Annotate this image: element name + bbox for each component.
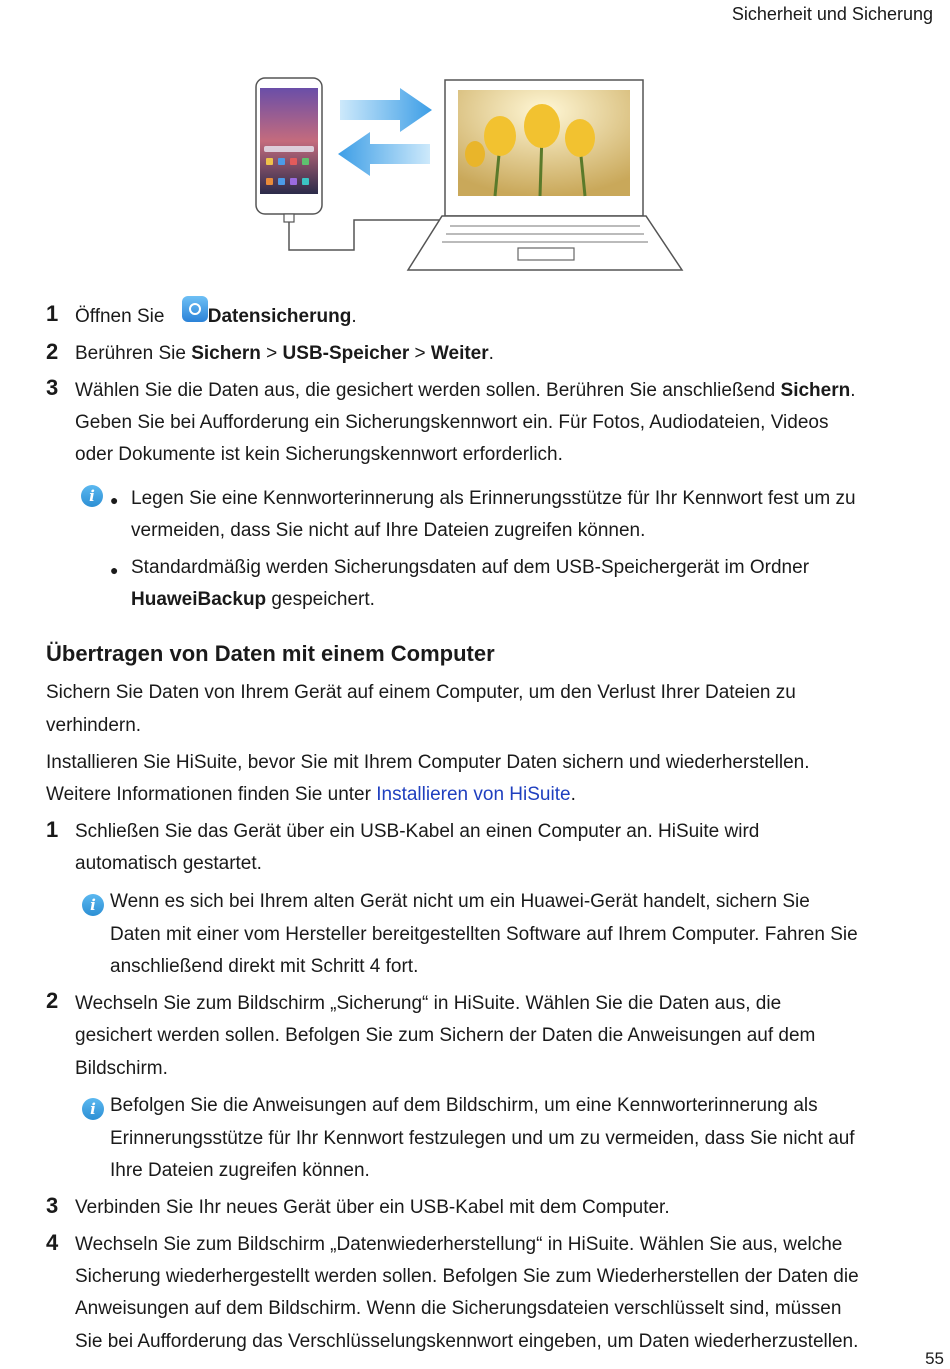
paragraph-text-part: Weitere Informationen finden Sie unter bbox=[46, 784, 377, 805]
step-text-part: . bbox=[488, 343, 494, 364]
bullet-dot: ● bbox=[110, 562, 119, 578]
phone-to-laptop-illustration bbox=[250, 74, 690, 274]
page-number: 55 bbox=[925, 1349, 944, 1368]
info-icon: i bbox=[82, 1098, 104, 1120]
step-bold-term: Datensicherung bbox=[207, 306, 352, 327]
info-icon: i bbox=[81, 485, 103, 507]
step-number: 4 bbox=[46, 1230, 59, 1255]
note-text: Standardmäßig werden Sicherungsdaten auf dem USB-Speichergerät im Ordner bbox=[131, 557, 810, 578]
note-text-part: gespeichert. bbox=[266, 589, 375, 610]
note-bold-term: HuaweiBackup bbox=[131, 589, 267, 610]
step-text-part: Wählen Sie die Daten aus, die gesichert werden sollen. Berühren Sie anschließend bbox=[75, 380, 781, 401]
step-text: gesichert werden sollen. Befolgen Sie zum Sichern der Daten die Anweisungen auf dem bbox=[75, 1025, 816, 1046]
step-text-part: > bbox=[409, 343, 431, 364]
note-text: Befolgen Sie die Anweisungen auf dem Bildschirm, um eine Kennworterinnerung als bbox=[110, 1095, 818, 1116]
page-header: Sicherheit und Sicherung bbox=[731, 4, 933, 24]
step-bold-term: Weiter bbox=[430, 343, 489, 364]
step-text: Sicherung wiederhergestellt werden sollen. Befolgen Sie zum Wiederherstellen der Daten die bbox=[75, 1266, 859, 1287]
step-number: 2 bbox=[46, 988, 59, 1013]
step-text: Wechseln Sie zum Bildschirm „Sicherung“ in HiSuite. Wählen Sie die Daten aus, die bbox=[75, 993, 782, 1014]
note-text: Daten mit einer vom Hersteller bereitgestellten Software auf Ihrem Computer. Fahren Sie bbox=[110, 924, 858, 945]
bullet-dot: ● bbox=[110, 492, 119, 508]
section-title: Übertragen von Daten mit einem Computer bbox=[46, 641, 495, 666]
step-bold-term: USB-Speicher bbox=[282, 343, 410, 364]
step-text bbox=[75, 306, 357, 328]
paragraph-text: Sichern Sie Daten von Ihrem Gerät auf einem Computer, um den Verlust Ihrer Dateien zu bbox=[46, 682, 796, 703]
step-text: automatisch gestartet. bbox=[75, 853, 262, 874]
datensicherung-app-icon bbox=[182, 296, 208, 322]
step-text: Bildschirm. bbox=[75, 1058, 168, 1079]
paragraph-text: verhindern. bbox=[46, 715, 142, 736]
note-text: vermeiden, dass Sie nicht auf Ihre Dateien zugreifen können. bbox=[131, 520, 646, 541]
step-bold-term: Sichern bbox=[780, 380, 851, 401]
step-text: oder Dokumente ist kein Sicherungskennwort erforderlich. bbox=[75, 444, 563, 465]
note-text: Ihre Dateien zugreifen können. bbox=[110, 1160, 370, 1181]
step-text-part: Berühren Sie bbox=[75, 343, 192, 364]
info-icon: i bbox=[82, 894, 104, 916]
step-text: Wechseln Sie zum Bildschirm „Datenwiederherstellung“ in HiSuite. Wählen Sie aus, welche bbox=[75, 1234, 843, 1255]
step-text bbox=[75, 343, 494, 365]
step-number: 2 bbox=[46, 339, 59, 364]
step-number: 3 bbox=[46, 1193, 59, 1218]
step-text: Anweisungen auf dem Bildschirm. Wenn die Sicherungsdateien verschlüsselt sind, müssen bbox=[75, 1298, 842, 1319]
step-text: Geben Sie bei Aufforderung ein Sicherungskennwort ein. Für Fotos, Audiodateien, Videos bbox=[75, 412, 829, 433]
note-text: anschließend direkt mit Schritt 4 fort. bbox=[110, 956, 419, 977]
paragraph-text-part: . bbox=[570, 784, 576, 805]
step-text-part: Öffnen Sie bbox=[75, 306, 170, 327]
note-text: Legen Sie eine Kennworterinnerung als Erinnerungsstütze für Ihr Kennwort fest um zu bbox=[131, 488, 856, 509]
step-text: Verbinden Sie Ihr neues Gerät über ein USB-Kabel mit dem Computer. bbox=[75, 1197, 670, 1218]
step-number: 3 bbox=[46, 375, 59, 400]
note-text bbox=[131, 589, 375, 611]
step-bold-term: Sichern bbox=[191, 343, 261, 364]
step-number: 1 bbox=[46, 301, 59, 326]
paragraph-text: Installieren Sie HiSuite, bevor Sie mit Ihrem Computer Daten sichern und wiederherstellen. bbox=[46, 752, 810, 773]
step-text: Schließen Sie das Gerät über ein USB-Kabel an einen Computer an. HiSuite wird bbox=[75, 821, 760, 842]
step-text: Sie bei Aufforderung das Verschlüsselungskennwort eingeben, um Daten wiederherzustellen. bbox=[75, 1331, 859, 1352]
step-text-part: . bbox=[850, 380, 856, 401]
step-text bbox=[75, 380, 856, 402]
step-text-part: > bbox=[260, 343, 283, 364]
hisuite-install-link[interactable]: Installieren von HiSuite bbox=[376, 784, 571, 805]
note-text: Erinnerungsstütze für Ihr Kennwort festzulegen und um zu vermeiden, dass Sie nicht auf bbox=[110, 1128, 855, 1149]
paragraph-text bbox=[46, 784, 576, 806]
step-number: 1 bbox=[46, 817, 59, 842]
note-text: Wenn es sich bei Ihrem alten Gerät nicht um ein Huawei-Gerät handelt, sichern Sie bbox=[110, 891, 810, 912]
step-text-part: . bbox=[351, 306, 357, 327]
